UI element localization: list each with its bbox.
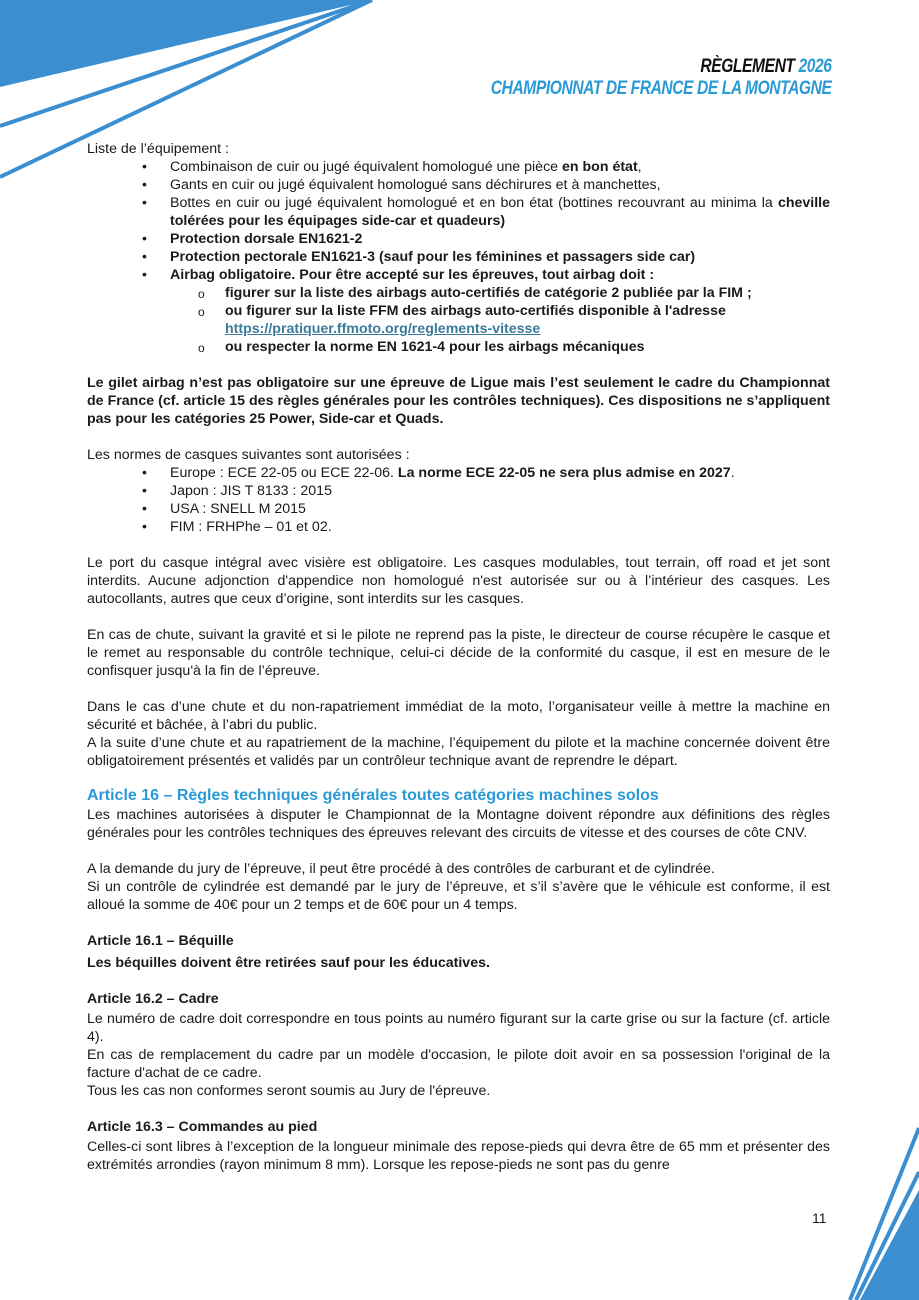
airbag-note: Le gilet airbag n’est pas obligatoire sur une épreuve de Ligue mais l’est seulement le cadre du Championnat de France (cf. article 15 des règles générales pour les contrôles techniques). Ces dispositions ne s’appliquent pas pour les catégories 25 Power, Side-car et Quads. — [87, 375, 830, 427]
article-16-3-text: Celles-ci sont libres à l’exception de la longueur minimale des repose-pieds qui devra être de 65 mm et présenter des extrémités arrondies (rayon minimum 8 mm). Lorsque les repose-pieds ne sont pas du genre — [87, 1139, 830, 1173]
article-16-2-p1: Le numéro de cadre doit correspondre en tous points au numéro figurant sur la carte grise ou sur la facture (cf. article 4). — [87, 1011, 830, 1045]
helmet-norm-item: • FIM : FRHPhe – 01 et 02. — [170, 518, 830, 536]
article-16-heading: Article 16 – Règles techniques générales toutes catégories machines solos — [87, 787, 659, 804]
equipment-item: • Protection dorsale EN1621-2 — [170, 230, 830, 248]
article-16-2-p3: Tous les cas non conformes seront soumis au Jury de l'épreuve. — [87, 1083, 491, 1099]
equipment-item: • Gants en cuir ou jugé équivalent homologué sans déchirures et à manchettes, — [170, 176, 830, 194]
helmet-norm-item: • USA : SNELL M 2015 — [170, 500, 830, 518]
equipment-item: • Combinaison de cuir ou jugé équivalent homologué une pièce en bon état, — [170, 158, 830, 176]
airbag-sublist — [170, 284, 830, 356]
airbag-subitem: o ou figurer sur la liste FFM des airbags auto-certifiés disponible à l'adresse https://pratiquer.ffmoto.org/reglements-vitesse — [225, 302, 830, 338]
article-16-2-p2: En cas de remplacement du cadre par un modèle d'occasion, le pilote doit avoir en sa possession l'original de la facture d'achat de ce cadre. — [87, 1047, 830, 1081]
article-16-2-heading: Article 16.2 – Cadre — [87, 991, 219, 1007]
helmet-norm-item: • Japon : JIS T 8133 : 2015 — [170, 482, 830, 500]
paragraph-casque-integral: Le port du casque intégral avec visière est obligatoire. Les casques modulables, tout terrain, off road et jet sont interdits. Aucune adjonction d'appendice non homologué n'est autorisée sur ou à l’intérieur des casques. Les autocollants, autres que ceux d’origine, sont interdits sur les casques. — [87, 555, 830, 607]
paragraph-chute: En cas de chute, suivant la gravité et si le pilote ne reprend pas la piste, le directeur de course récupère le casque et le remet au responsable du contrôle technique, celui-ci décide de la conformité du casque, il est en mesure de le confisquer jusqu'à la fin de l’épreuve. — [87, 627, 830, 679]
equipment-item: • Airbag obligatoire. Pour être accepté sur les épreuves, tout airbag doit : o figurer sur la liste des airbags auto-certifiés de catégorie 2 publiée par la FIM ; o ou figurer sur la liste FFM des airbags auto-certifiés disponible à l'adresse https://pratiquer.ffmoto.org/reglements-vitesse o ou respecter la norme EN 1621-4 pour les airbags mécaniques — [170, 266, 830, 356]
helmets-intro: Les normes de casques suivantes sont autorisées : — [87, 447, 410, 463]
header-year: 2026 — [797, 56, 831, 77]
page-body — [87, 140, 830, 1174]
article-16-p3: Si un contrôle de cylindrée est demandé par le jury de l’épreuve, et s’il s’avère que le véhicule est conforme, il est alloué la somme de 40€ pour un 2 temps et de 60€ pour un 4 temps. — [87, 879, 830, 913]
article-16-3-heading: Article 16.3 – Commandes au pied — [87, 1119, 318, 1135]
equipment-item: • Bottes en cuir ou jugé équivalent homologué et en bon état (bottines recouvrant au minima la cheville tolérées pour les équipages side-car et quadeurs) — [170, 194, 830, 230]
article-16-p1: Les machines autorisées à disputer le Championnat de la Montagne doivent répondre aux définitions des règles générales pour les contrôles techniques des épreuves relevant des circuits de vitesse et des courses de côte CNV. — [87, 807, 830, 841]
paragraph-rapatriement: A la suite d’une chute et au rapatriement de la machine, l’équipement du pilote et la machine concernée doivent être obligatoirement présentés et validés par un contrôleur technique avant de reprendre le départ. — [87, 735, 830, 769]
header-title — [490, 56, 831, 78]
equipment-intro: Liste de l’équipement : — [87, 141, 229, 157]
page-number: 11 — [812, 1210, 827, 1226]
document-header — [490, 56, 831, 100]
header-subtitle: CHAMPIONNAT DE FRANCE DE LA MONTAGNE — [490, 78, 831, 99]
airbag-subitem: o figurer sur la liste des airbags auto-certifiés de catégorie 2 publiée par la FIM ; — [225, 284, 830, 302]
equipment-list — [87, 158, 830, 356]
ffm-airbag-link[interactable]: https://pratiquer.ffmoto.org/reglements-vitesse — [225, 321, 541, 337]
article-16-p2: A la demande du jury de l’épreuve, il peut être procédé à des contrôles de carburant et de cylindrée. — [87, 861, 715, 877]
helmet-norms-list — [87, 464, 830, 536]
article-16-1-text: Les béquilles doivent être retirées sauf pour les éducatives. — [87, 955, 490, 971]
equipment-item: • Protection pectorale EN1621-3 (sauf pour les féminines et passagers side car) — [170, 248, 830, 266]
article-16-1-heading: Article 16.1 – Béquille — [87, 933, 234, 949]
header-title-word: RÈGLEMENT — [699, 56, 795, 77]
corner-stripes-bottom-right — [840, 1120, 919, 1300]
helmet-norm-item: • Europe : ECE 22-05 ou ECE 22-06. La norme ECE 22-05 ne sera plus admise en 2027. — [170, 464, 830, 482]
paragraph-non-rapatriement: Dans le cas d’une chute et du non-rapatriement immédiat de la moto, l’organisateur veille à mettre la machine en sécurité et bâchée, à l’abri du public. — [87, 699, 830, 733]
airbag-subitem: o ou respecter la norme EN 1621-4 pour les airbags mécaniques — [225, 338, 830, 356]
